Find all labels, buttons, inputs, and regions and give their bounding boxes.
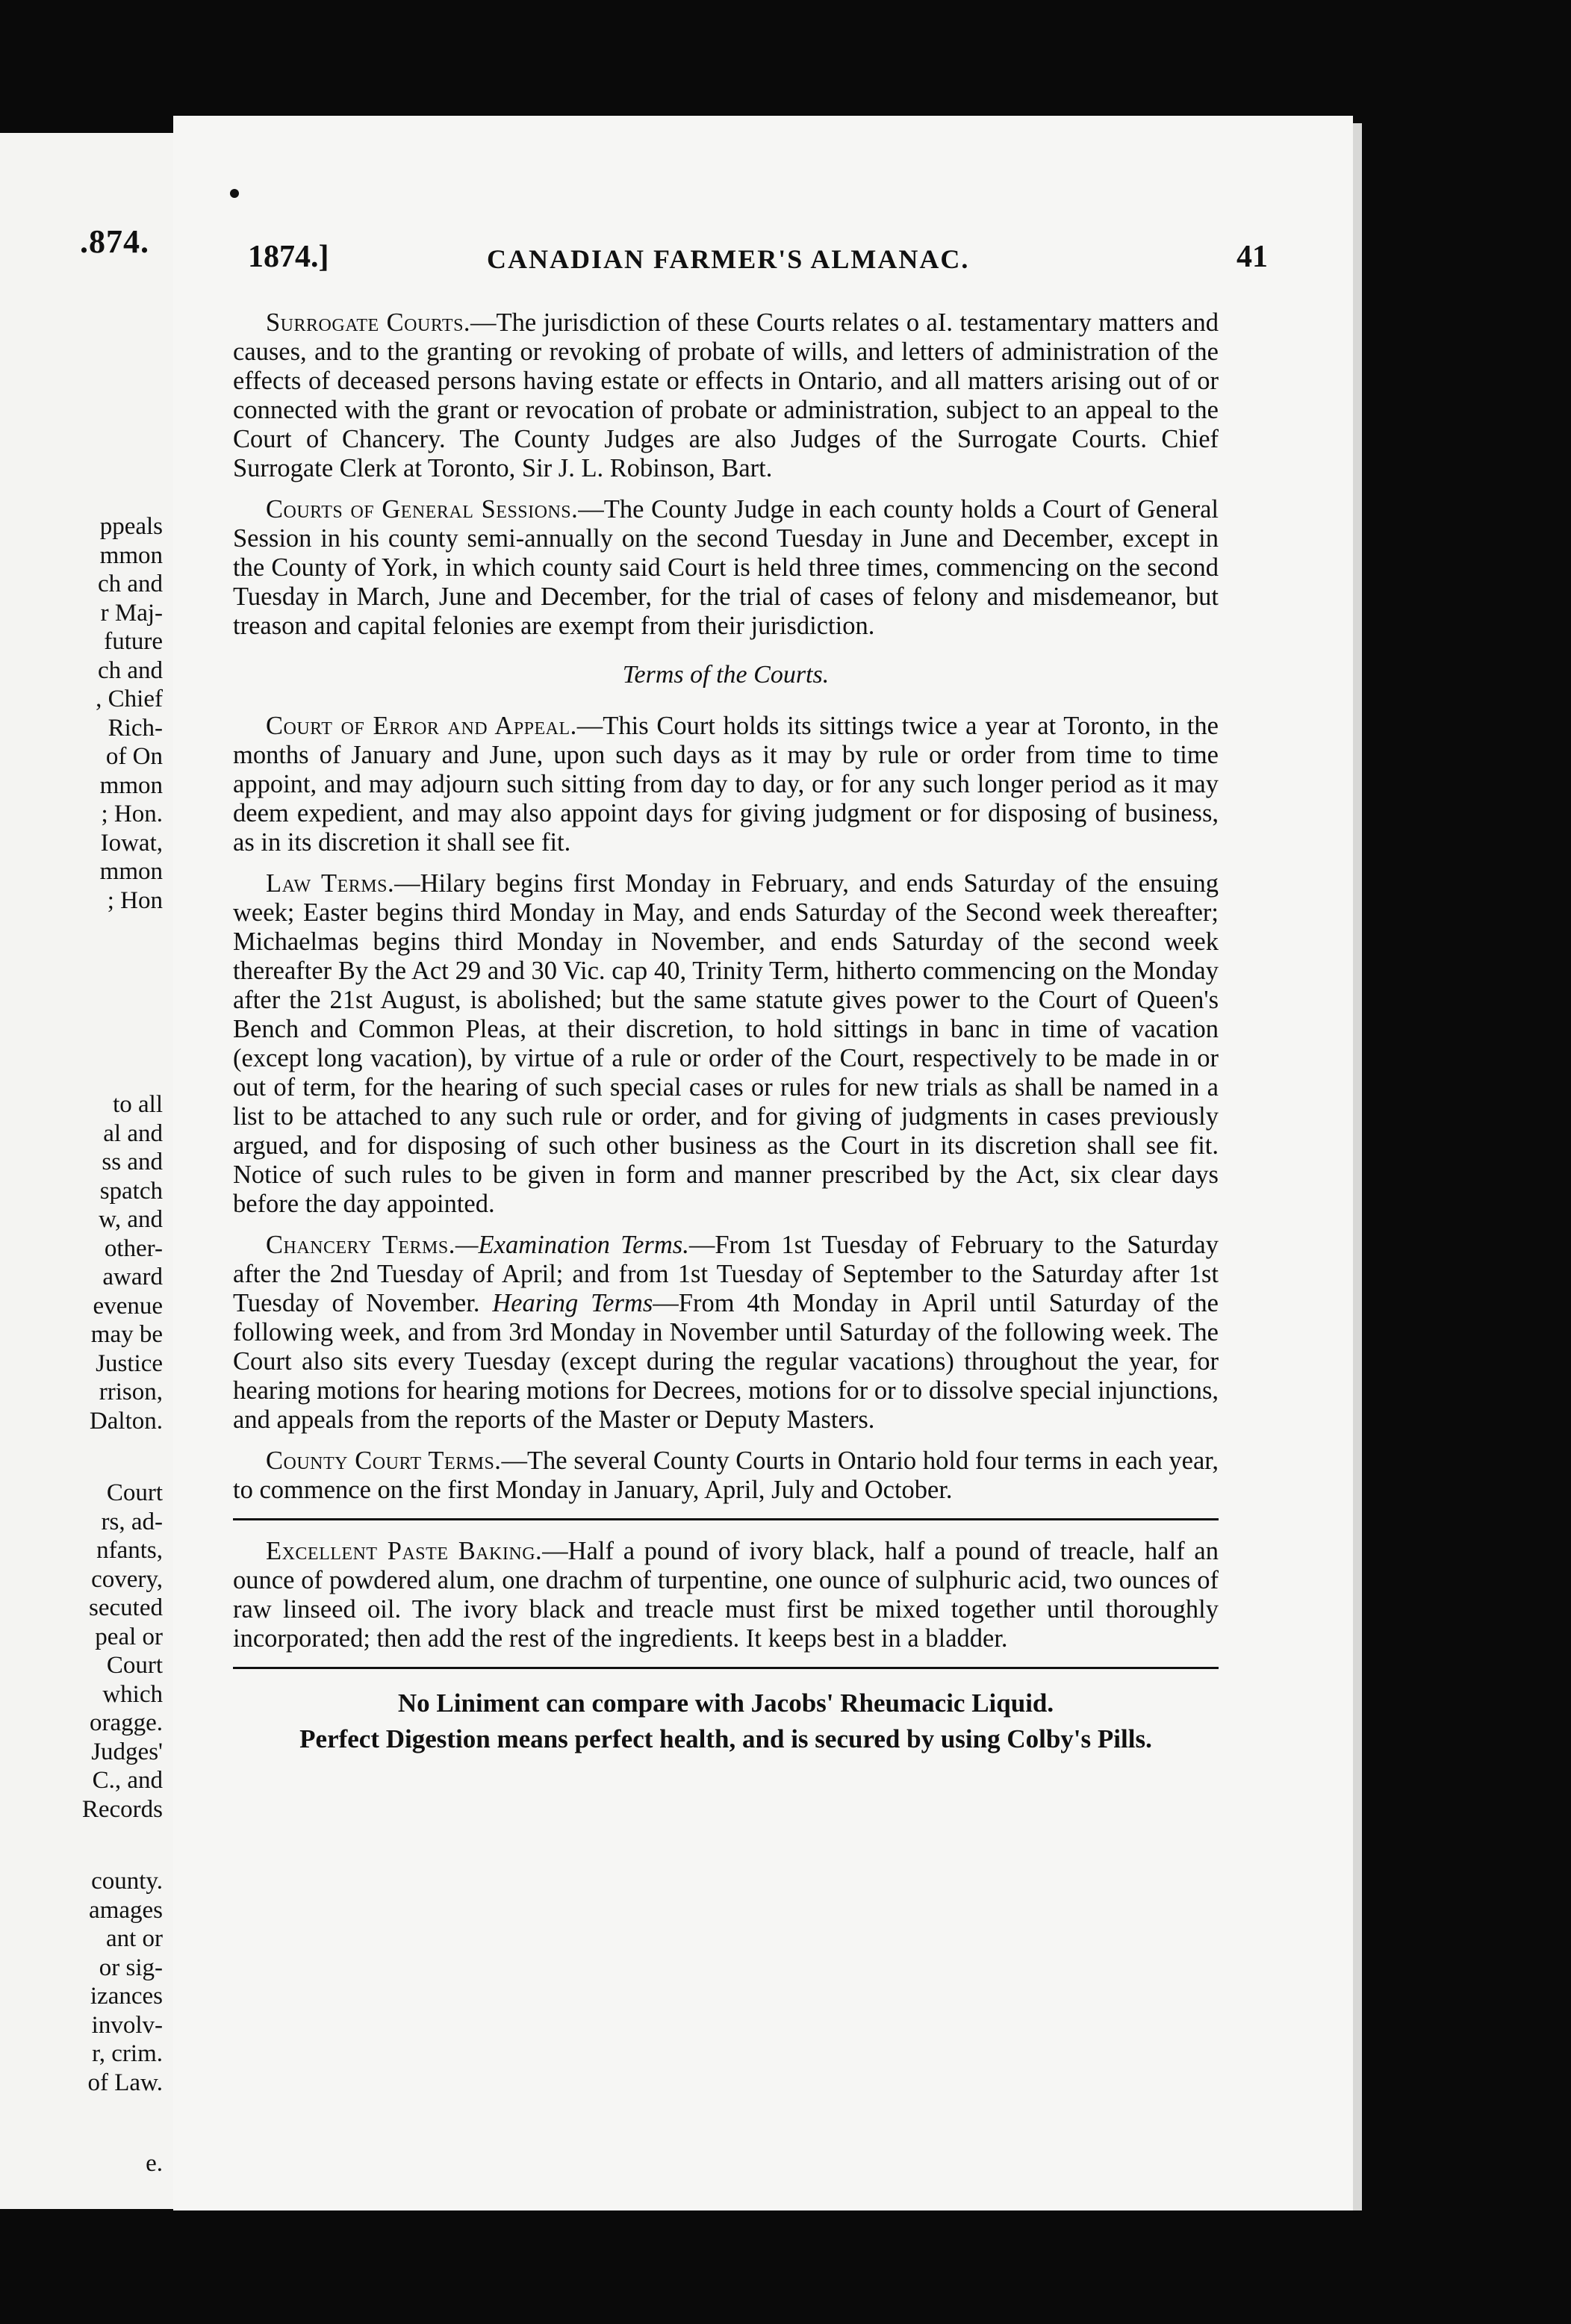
left-text-fragment: ; Hon. [101,801,163,827]
surrogate-courts-paragraph [233,308,1219,483]
left-text-fragment: covery, [91,1565,163,1593]
general-sessions-heading: Courts of General Sessions. [266,495,579,523]
left-text-fragment: r Maj- [100,599,163,627]
left-text-fragment: involv- [91,2011,163,2039]
law-terms-text: —Hilary begins first Monday in February, and ends Saturday of the ensuing week; Easter begins third Monday in May, and ends Saturday of the Second week thereafter; Michaelmas begins third Monday in November, and ends Saturday of the second week thereafter By the Act 29 and 30 Vic. cap 40, Trinity Term, hitherto commencing on the Monday after the 21st August, is abolished; but the same statute gives power to the Court of Queen's Bench and Common Pleas, at their discretion, to hold sittings in banc in time of vacation (except long vacation), by virtue of a rule or order of the Court, respectively to be made in or out of term, for the hearing of such special cases or rules for new trials as shall be named in a list to be attached to any such rule or order, and for giving of judgments in cases previously argued, and for disposing of such other business as the Court in its discretion shall see fit. Notice of such rules to be given in form and manner prescribed by the Act, six clear days before the day appointed. [233,869,1219,1218]
left-page-fragment [0,133,175,2209]
surrogate-courts-text: —The jurisdiction of these Courts relates o aI. testamentary matters and causes, and to the granting or revoking of probate of wills, and letters of administration of the effects of deceased persons having estate or effects in Ontario, and all matters arising out of or connected with the grant or revocation of probate or administration, subject to an appeal to the Court of Chancery. The County Judges are also Judges of the Surrogate Courts. Chief Surrogate Clerk at Toronto, Sir J. L. Robinson, Bart. [233,308,1219,482]
left-text-fragment: which [102,1680,163,1708]
error-appeal-text: —This Court holds its sittings twice a year at Toronto, in the months of January and June, upon such days as it may by rule or order from time to time appoint, and may adjourn such sitting from day to day, or for any such longer period as it may deem expedient, and may also appoint days for giving judgment or for disposing of business, as in its discretion it shall see fit. [233,712,1219,857]
terms-of-courts-heading: Terms of the Courts. [622,661,830,689]
law-terms-heading: Law Terms. [266,869,395,898]
advert-liniment: No Liniment can compare with Jacobs' Rheumacic Liquid. [397,1688,1054,1718]
paste-baking-paragraph [233,1537,1219,1653]
paste-baking-text: —Half a pound of ivory black, half a pound of treacle, half an ounce of powdered alum, one drachm of turpentine, one ounce of sulphuric acid, two ounces of raw linseed oil. The ivory black and treacle must first be mixed together until thoroughly incorporated; then add the rest of the ingredients. It keeps best in a bladder. [233,1537,1219,1653]
error-appeal-heading: Court of Error and Appeal. [266,712,577,740]
county-court-text: —The several County Courts in Ontario hold four terms in each year, to commence on the first Monday in January, April, July and October. [233,1447,1219,1504]
left-text-fragment: rs, ad- [101,1508,163,1535]
left-text-fragment: of On [105,743,163,770]
left-text-fragment: r, crim. [92,2040,163,2067]
county-court-paragraph [233,1447,1219,1505]
paste-baking-heading: Excellent Paste Baking. [266,1537,543,1565]
left-text-fragment: peal or [95,1623,163,1650]
left-text-fragment: Justice [96,1349,163,1377]
header-title: CANADIAN FARMER'S ALMANAC. [487,244,970,274]
left-text-fragment: mmon [99,541,163,569]
page-body [233,308,1219,1757]
left-text-fragment: ppeals [99,513,163,540]
chancery-text-1: —From 1st Tuesday of February to the Saturday after the 2nd Tuesday of April; and from 1st Tuesday of September to the Saturday after 1st Tuesday of November. [233,1231,1219,1317]
surrogate-courts-heading: Surrogate Courts. [266,308,471,337]
left-text-fragment: nfants, [96,1537,163,1564]
chancery-text-2: —From 4th Monday in April until Saturday of the following week, and from 3rd Monday in November until Saturday of the following week. The Court also sits every Tuesday (except during the regular vacations) throughout the year, for hearing motions for hearing motions for Decrees, motions for or to dissolve special injunctions, and appeals from the reports of the Master or Deputy Masters. [233,1289,1219,1434]
left-text-fragment: spatch [99,1177,163,1205]
left-text-fragment: mmon [99,771,163,799]
page-edge [1353,123,1362,2210]
left-text-fragment: Records [81,1795,163,1823]
almanac-page [173,116,1353,2210]
left-text-fragment: may be [90,1321,163,1348]
left-text-fragment: ; Hon [107,886,163,914]
running-head [248,239,1268,284]
hearing-terms-label: Hearing Terms [492,1289,653,1317]
left-text-fragment: C., and [92,1767,163,1794]
header-year: 1874.] [248,240,329,274]
ink-dot [230,189,239,198]
left-text-fragment: Court [106,1652,163,1679]
divider-rule [233,1518,1219,1520]
left-text-fragment: Rich- [108,714,163,742]
left-text-fragment: ant or [105,1925,163,1952]
left-text-fragment: , Chief [96,686,163,712]
left-text-fragment: w, and [99,1206,163,1233]
left-text-fragment: Court [106,1479,163,1506]
left-text-fragment: ch and [97,656,163,684]
left-text-fragment: of Law. [87,2069,163,2096]
chancery-terms-heading: Chancery Terms. [266,1231,455,1259]
left-text-fragment: izances [90,1983,163,2010]
left-running-head: .874. [80,223,149,260]
left-text-fragment: mmon [99,858,163,885]
left-text-fragment: or sig- [99,1954,163,1981]
general-sessions-paragraph [233,495,1219,641]
chancery-terms-paragraph [233,1231,1219,1435]
examination-terms-label: —Examination Terms. [455,1231,689,1259]
left-text-fragment: al and [103,1119,163,1147]
county-court-heading: County Court Terms. [266,1447,502,1475]
left-text-fragment: e. [146,2150,163,2177]
left-text-fragment: evenue [93,1292,163,1320]
left-text-fragment: Judges' [91,1738,163,1765]
divider-rule-ads [233,1667,1219,1669]
law-terms-paragraph [233,869,1219,1219]
left-text-fragment: amages [89,1896,163,1924]
advert-colbys-pills: Perfect Digestion means perfect health, and is secured by using Colby's Pills. [299,1724,1152,1753]
left-text-fragment: future [104,628,163,655]
left-text-fragment: oragge. [89,1709,163,1736]
left-text-fragment: county. [91,1868,163,1895]
left-text-fragment: other- [104,1234,163,1262]
left-text-fragment: Iowat, [100,829,163,857]
page-number: 41 [1236,240,1268,274]
error-appeal-paragraph [233,712,1219,857]
general-sessions-text: —The County Judge in each county holds a Court of General Session in his county semi-annually on the second Tuesday in June and December, except in the County of York, in which county said Court is held three times, commencing on the second Tuesday in March, June and December, for the trial of cases of felony and misdemeanor, but treason and capital felonies are exempt from their jurisdiction. [233,495,1219,640]
left-text-fragment: award [102,1264,163,1290]
left-text-fragment: to all [113,1091,163,1118]
left-text-fragment: rrison, [99,1379,163,1405]
left-text-fragment: ss and [102,1149,163,1175]
left-text-fragment: ch and [97,571,163,597]
left-text-fragment: Dalton. [89,1407,163,1435]
left-text-fragment: secuted [89,1594,163,1621]
